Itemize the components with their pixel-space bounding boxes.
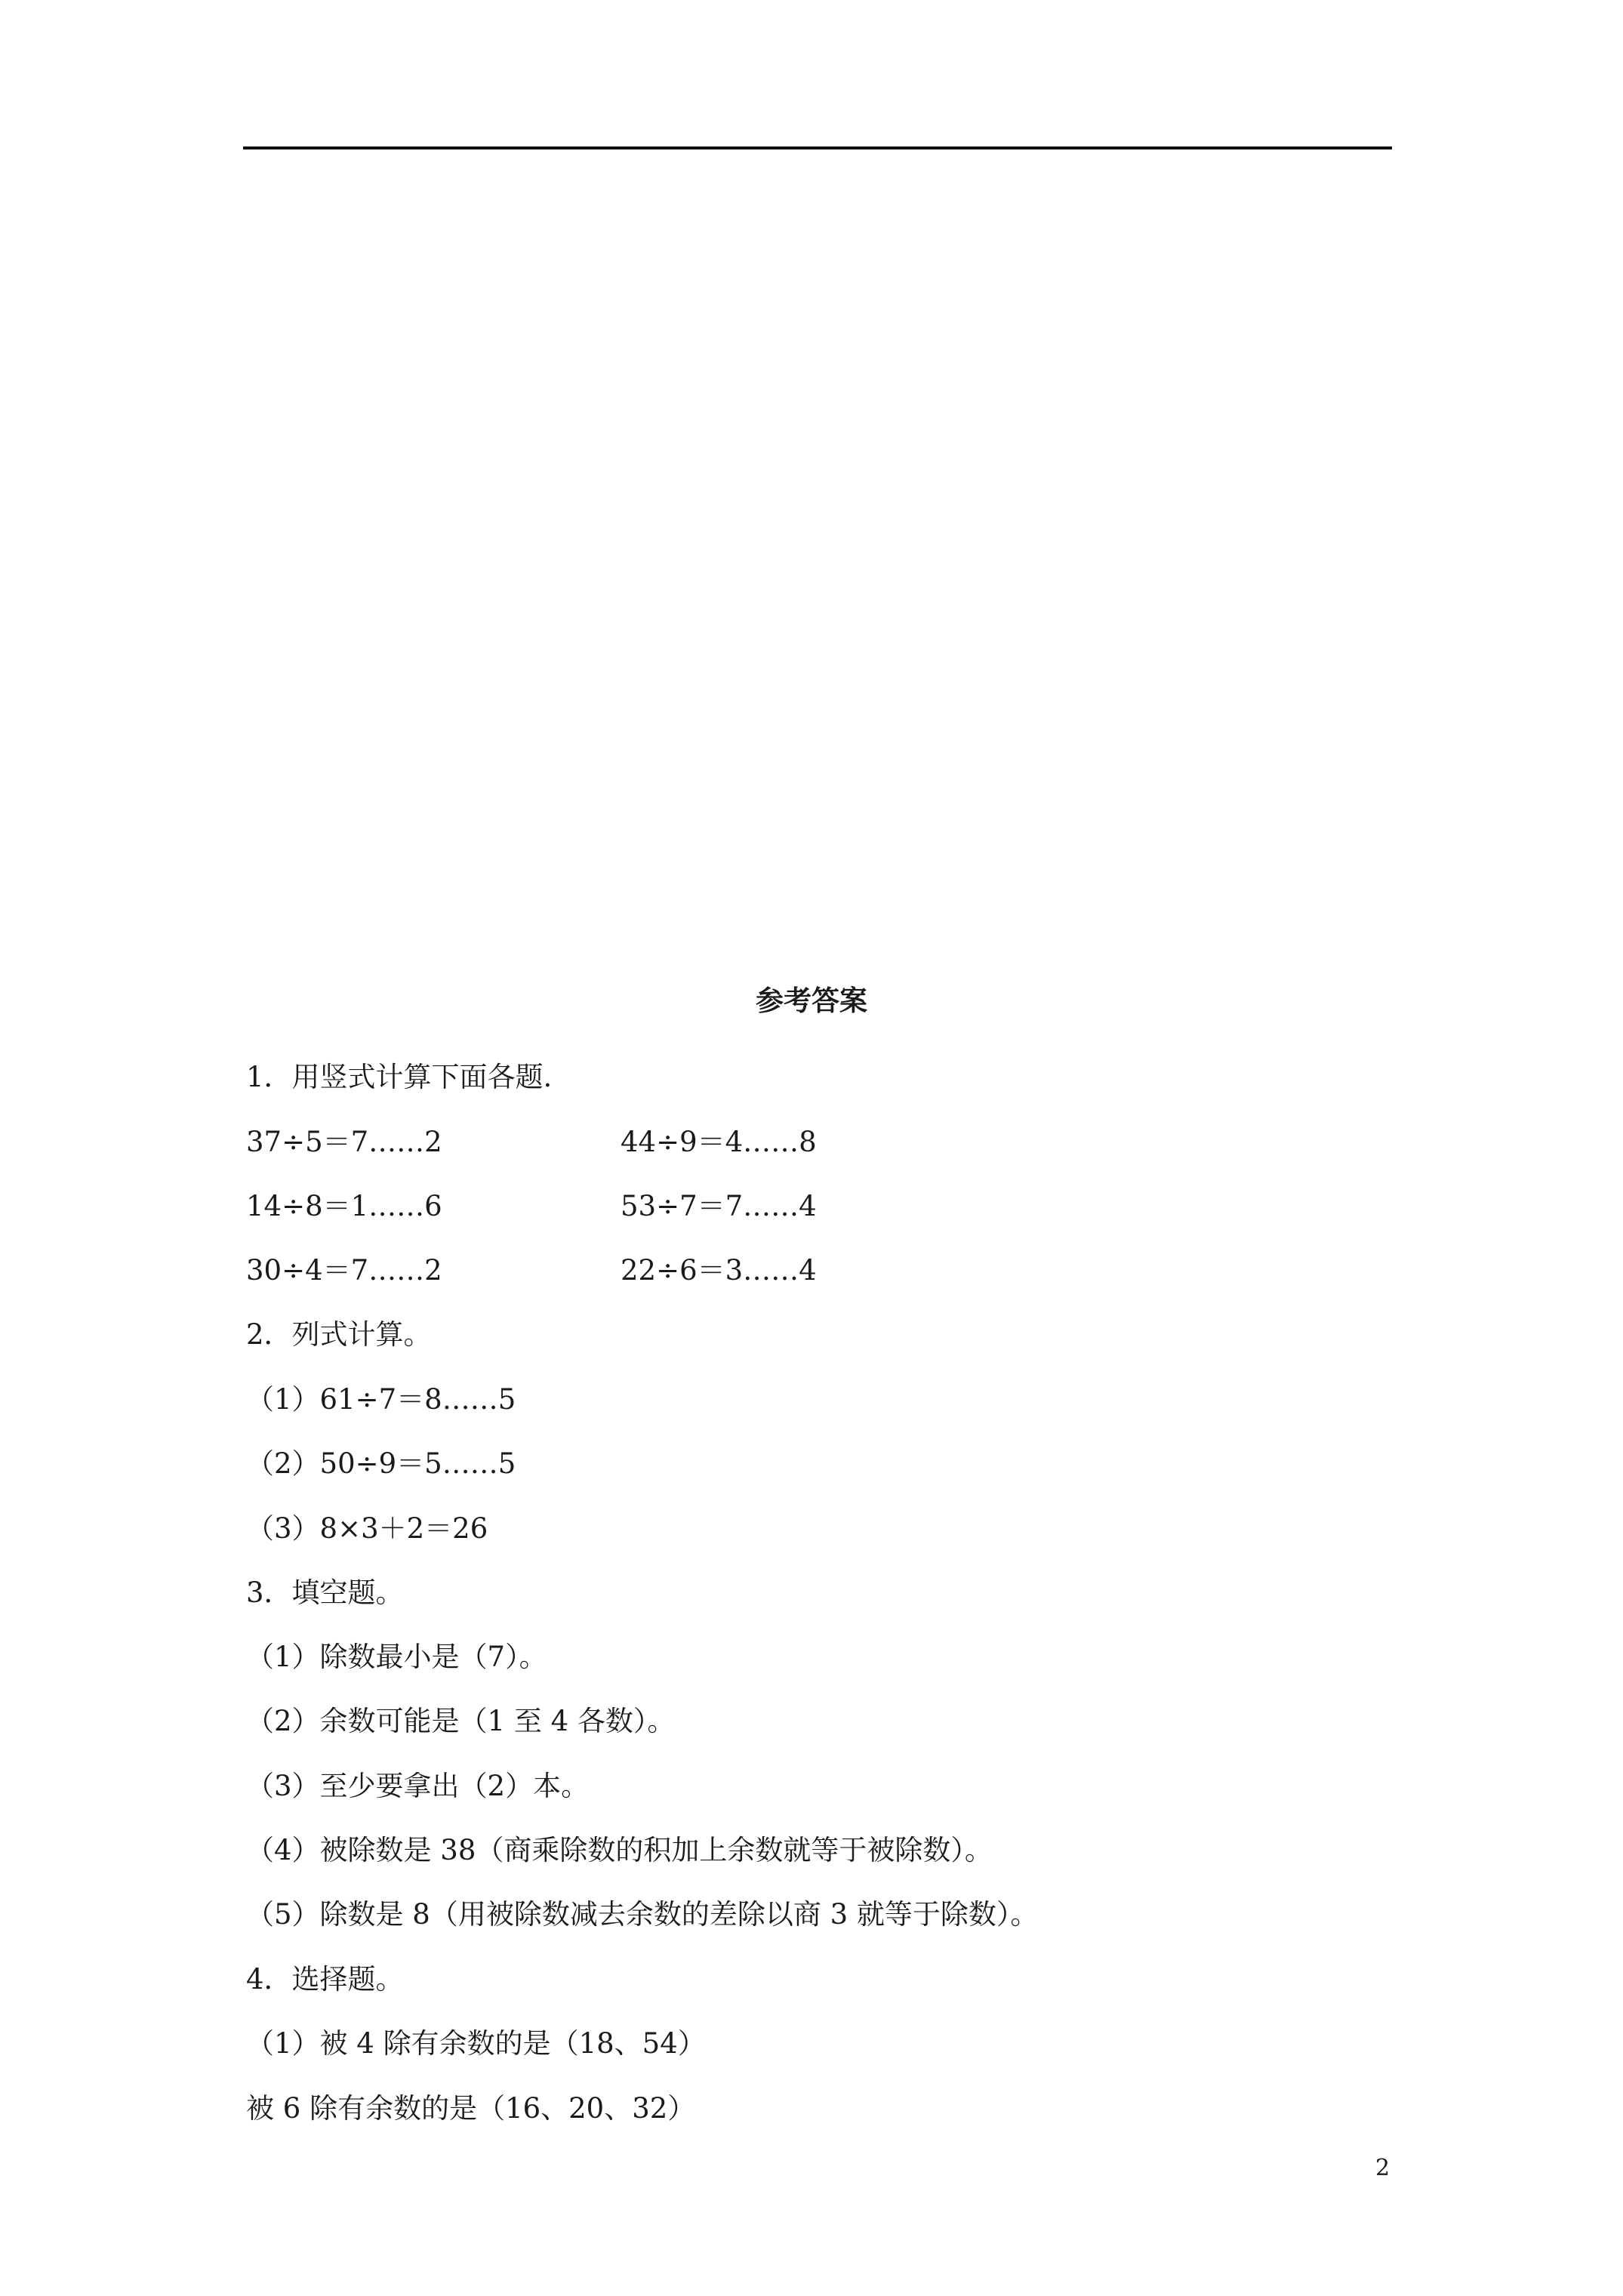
section1-row3-left: 30÷4＝7……2 [246, 1254, 442, 1287]
section1-heading: 1．用竖式计算下面各题. [246, 1061, 553, 1093]
section1-row1-right: 44÷9＝4……8 [621, 1126, 817, 1158]
section4-heading: 4．选择题。 [246, 1963, 404, 1996]
section3-item-3: （3）至少要拿出（2）本。 [246, 1770, 590, 1802]
page-number: 2 [1375, 2155, 1390, 2181]
section2-item-2: （2）50÷9＝5……5 [246, 1447, 516, 1480]
section4-item-1: （1）被 4 除有余数的是（18、54） [246, 2027, 706, 2060]
header-rule [243, 146, 1392, 149]
section1-row2-left: 14÷8＝1……6 [246, 1190, 442, 1222]
section3-item-1: （1）除数最小是（7）。 [246, 1641, 547, 1673]
section3-item-4: （4）被除数是 38（商乘除数的积加上余数就等于被除数）。 [246, 1834, 993, 1866]
section3-item-5: （5）除数是 8（用被除数减去余数的差除以商 3 就等于除数）。 [246, 1898, 1039, 1931]
section4-item-2: 被 6 除有余数的是（16、20、32） [246, 2092, 696, 2125]
section2-item-1: （1）61÷7＝8……5 [246, 1383, 516, 1416]
section1-row1-left: 37÷5＝7……2 [246, 1126, 442, 1158]
section2-heading: 2．列式计算。 [246, 1318, 432, 1351]
section2-item-3: （3）8×3＋2＝26 [246, 1512, 488, 1545]
answer-key-title: 参考答案 [756, 984, 867, 1017]
section3-item-2: （2）余数可能是（1 至 4 各数）。 [246, 1705, 676, 1737]
section1-row2-right: 53÷7＝7……4 [621, 1190, 817, 1222]
section1-row3-right: 22÷6＝3……4 [621, 1254, 817, 1287]
section3-heading: 3．填空题。 [246, 1576, 404, 1609]
